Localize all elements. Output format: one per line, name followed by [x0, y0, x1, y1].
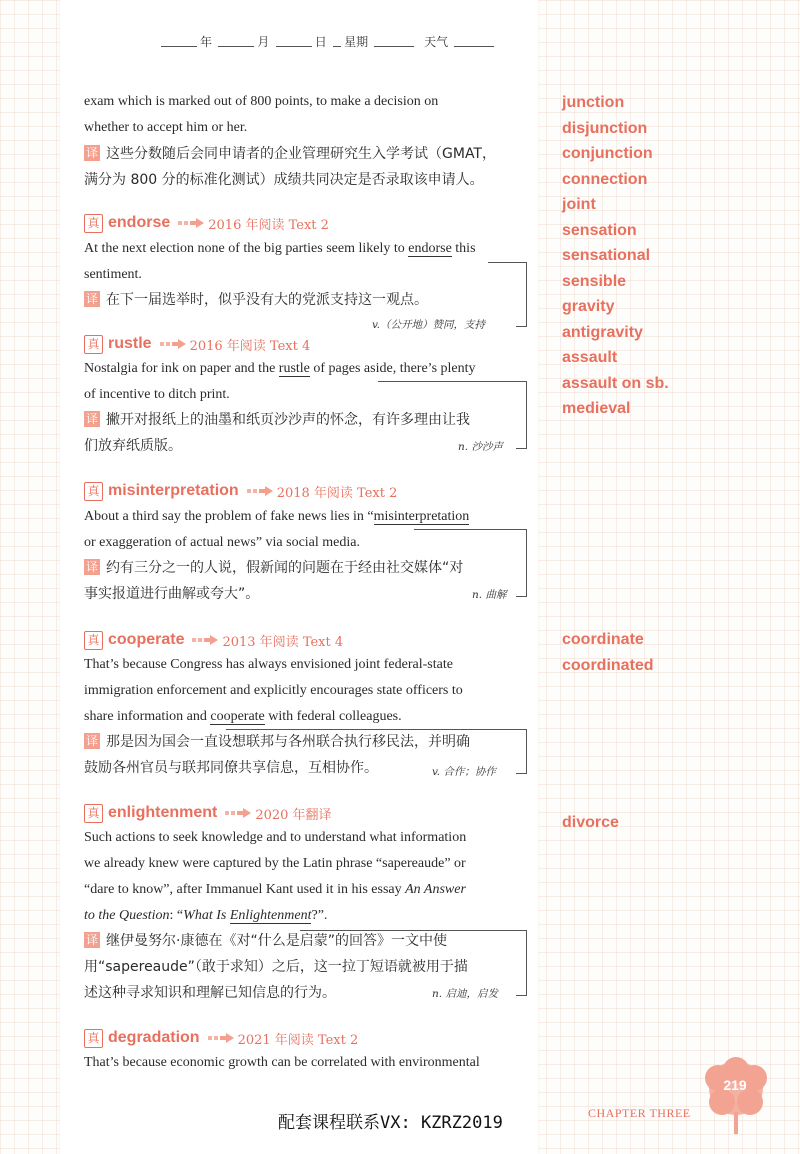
weekday-label: 星期	[344, 35, 369, 49]
headword: misinterpretation	[108, 482, 239, 499]
related-word: sensible	[562, 272, 627, 290]
headword: enlightenment	[108, 804, 218, 821]
translation-text: 们放弃纸质版。	[84, 438, 182, 454]
related-word: assault on sb.	[562, 374, 669, 392]
related-word: connection	[562, 170, 648, 188]
related-word: coordinate	[562, 631, 644, 648]
exam-badge: 真	[84, 1029, 103, 1048]
gloss: n. 启迪，启发	[432, 988, 498, 1000]
exam-source: 2013 年阅读 Text 4	[222, 634, 344, 650]
exam-source: 2018 年阅读 Text 2	[276, 485, 398, 501]
headword: endorse	[108, 214, 171, 231]
headword: degradation	[108, 1029, 200, 1046]
example-english	[84, 1050, 524, 1076]
translation-text: 继伊曼努尔·康德在《对“什么是启蒙”的回答》一文中使	[106, 933, 447, 949]
entry-header-degradation	[84, 1026, 358, 1050]
sentence-text: this	[451, 241, 476, 256]
entry-header-endorse	[84, 211, 329, 235]
sentence-text: with federal colleagues.	[264, 709, 402, 724]
keyword-underlined: rustle	[278, 361, 310, 376]
translation-badge: 译	[86, 933, 99, 947]
day-label: 日	[314, 35, 327, 49]
sentence-text: Nostalgia for ink on paper and the	[84, 361, 279, 376]
sentence-text: “dare to know”, after Immanuel Kant used it in his essay	[84, 882, 406, 897]
exam-source: 2016 年阅读 Text 4	[189, 338, 311, 354]
keyword-underlined: cooperate	[210, 709, 265, 724]
sentence-text: share information and	[84, 709, 211, 724]
keyword-underlined: misinterpretation	[373, 509, 470, 524]
sentence-text: That’s because Congress has always envisioned joint federal-state	[84, 657, 453, 672]
sentence-text: ?”.	[311, 908, 328, 923]
exam-badge: 真	[84, 631, 103, 650]
year-label: 年	[200, 35, 213, 49]
translation-text: 用“sapereaude”（敢于求知）之后，这一拉丁短语就被用于描	[84, 959, 468, 975]
translation-text: 事实报道进行曲解或夸大”。	[84, 586, 260, 602]
gloss-connector	[488, 262, 527, 327]
sentence-text: At the next election none of the big parties seem likely to	[84, 241, 409, 256]
translation-badge: 译	[86, 146, 99, 160]
entry-header-cooperate	[84, 628, 343, 652]
page-number: 219	[723, 1077, 747, 1093]
sentence-text: of incentive to ditch print.	[84, 387, 230, 402]
exam-source: 2020 年翻译	[255, 807, 332, 823]
arrow-icon	[208, 1033, 234, 1043]
sentence-text: or exaggeration of actual news” via social media.	[84, 535, 360, 550]
translation-text: 约有三分之一的人说，假新闻的问题在于经由社交媒体“对	[106, 560, 464, 576]
translation-text: 撇开对报纸上的油墨和纸页沙沙声的怀念，有许多理由让我	[106, 412, 471, 428]
translation-badge: 译	[86, 734, 99, 748]
related-word: junction	[562, 94, 625, 111]
essay-title: to the Question	[84, 908, 170, 923]
related-word: sensational	[562, 247, 651, 264]
related-word: antigravity	[562, 323, 643, 341]
essay-title: An Answer	[405, 882, 466, 897]
arrow-icon	[225, 808, 251, 818]
keyword-underlined: Enlightenment	[229, 908, 312, 923]
exam-source: 2016 年阅读 Text 2	[208, 217, 329, 233]
translation-badge: 译	[86, 292, 99, 306]
intro-cn-line-1: 这些分数随后会同申请者的企业管理研究生入学考试（GMAT，	[106, 146, 496, 162]
gloss-tail	[516, 596, 526, 597]
gloss: n. 沙沙声	[458, 441, 503, 453]
gloss-tail	[516, 995, 526, 996]
sentence-text: About a third say the problem of fake news lies in “	[84, 509, 374, 524]
gloss-tail	[516, 773, 526, 774]
sentence-text: That’s because economic growth can be correlated with environmental	[84, 1055, 480, 1070]
exam-badge: 真	[84, 482, 103, 501]
keyword-underlined: endorse	[408, 241, 452, 256]
gloss: v. 合作；协作	[432, 766, 496, 778]
example-english	[84, 236, 524, 288]
translation-text: 鼓励各州官员与联邦同僚共享信息，互相协作。	[84, 760, 378, 776]
related-word: coordinated	[562, 656, 654, 674]
related-word: divorce	[562, 814, 619, 831]
sentence-text: : “	[169, 908, 184, 923]
sentence-text: sentiment.	[84, 267, 142, 282]
arrow-icon	[247, 486, 273, 496]
translation-text: 述这种寻求知识和理解已知信息的行为。	[84, 985, 336, 1001]
date-header	[158, 33, 518, 50]
arrow-icon	[178, 218, 204, 228]
entry-header-enlightenment	[84, 801, 332, 825]
gloss-connector	[414, 529, 527, 597]
entry-header-misinterpretation	[84, 479, 397, 503]
entry-header-rustle	[84, 332, 310, 356]
gloss-connector	[378, 381, 527, 449]
example-english	[84, 825, 524, 929]
gloss: n. 曲解	[472, 589, 507, 601]
sentence-text: Such actions to seek knowledge and to understand what information	[84, 830, 467, 845]
essay-title: What Is	[183, 908, 230, 923]
contact-watermark: 配套课程联系VX: KZRZ2019	[278, 1113, 503, 1133]
translation-text: 那是因为国会一直设想联邦与各州联合执行移民法，并明确	[106, 734, 471, 750]
headword: cooperate	[108, 631, 185, 648]
related-word: medieval	[562, 400, 631, 417]
translation-text: 在下一届选举时，似乎没有大的党派支持这一观点。	[106, 292, 429, 308]
arrow-icon	[160, 339, 186, 349]
intro-chinese	[84, 141, 524, 193]
arrow-icon	[192, 635, 218, 645]
gloss-tail	[516, 448, 526, 449]
chapter-label: CHAPTER THREE	[588, 1106, 691, 1120]
exam-badge: 真	[84, 335, 103, 354]
gloss: v.（公开地）赞同，支持	[372, 319, 486, 331]
headword: rustle	[108, 335, 152, 352]
sentence-text: of pages aside, there’s plenty	[309, 361, 476, 376]
related-word: assault	[562, 349, 618, 366]
related-word: disjunction	[562, 119, 648, 137]
month-label: 月	[257, 35, 270, 49]
exam-badge: 真	[84, 804, 103, 823]
example-english	[84, 652, 524, 730]
sentence-text: we already knew were captured by the Latin phrase “sapereaude” or	[84, 856, 466, 871]
related-word: conjunction	[562, 145, 653, 162]
sentence-text: immigration enforcement and explicitly encourages state officers to	[84, 683, 463, 698]
weather-label: 天气	[424, 35, 449, 49]
related-word: sensation	[562, 221, 637, 239]
gloss-tail	[516, 326, 526, 327]
intro-english	[84, 89, 524, 141]
intro-en-line-1: exam which is marked out of 800 points, to make a decision on	[84, 94, 439, 109]
example-chinese	[84, 287, 524, 313]
related-word: gravity	[562, 298, 615, 315]
translation-badge: 译	[86, 412, 99, 426]
translation-badge: 译	[86, 560, 99, 574]
related-word: joint	[562, 196, 596, 213]
exam-badge: 真	[84, 214, 103, 233]
intro-en-line-2: whether to accept him or her.	[84, 120, 248, 135]
flower-page-icon	[700, 1052, 772, 1136]
exam-source: 2021 年阅读 Text 2	[237, 1032, 359, 1048]
intro-cn-line-2: 满分为 800 分的标准化测试）成绩共同决定是否录取该申请人。	[84, 172, 484, 188]
